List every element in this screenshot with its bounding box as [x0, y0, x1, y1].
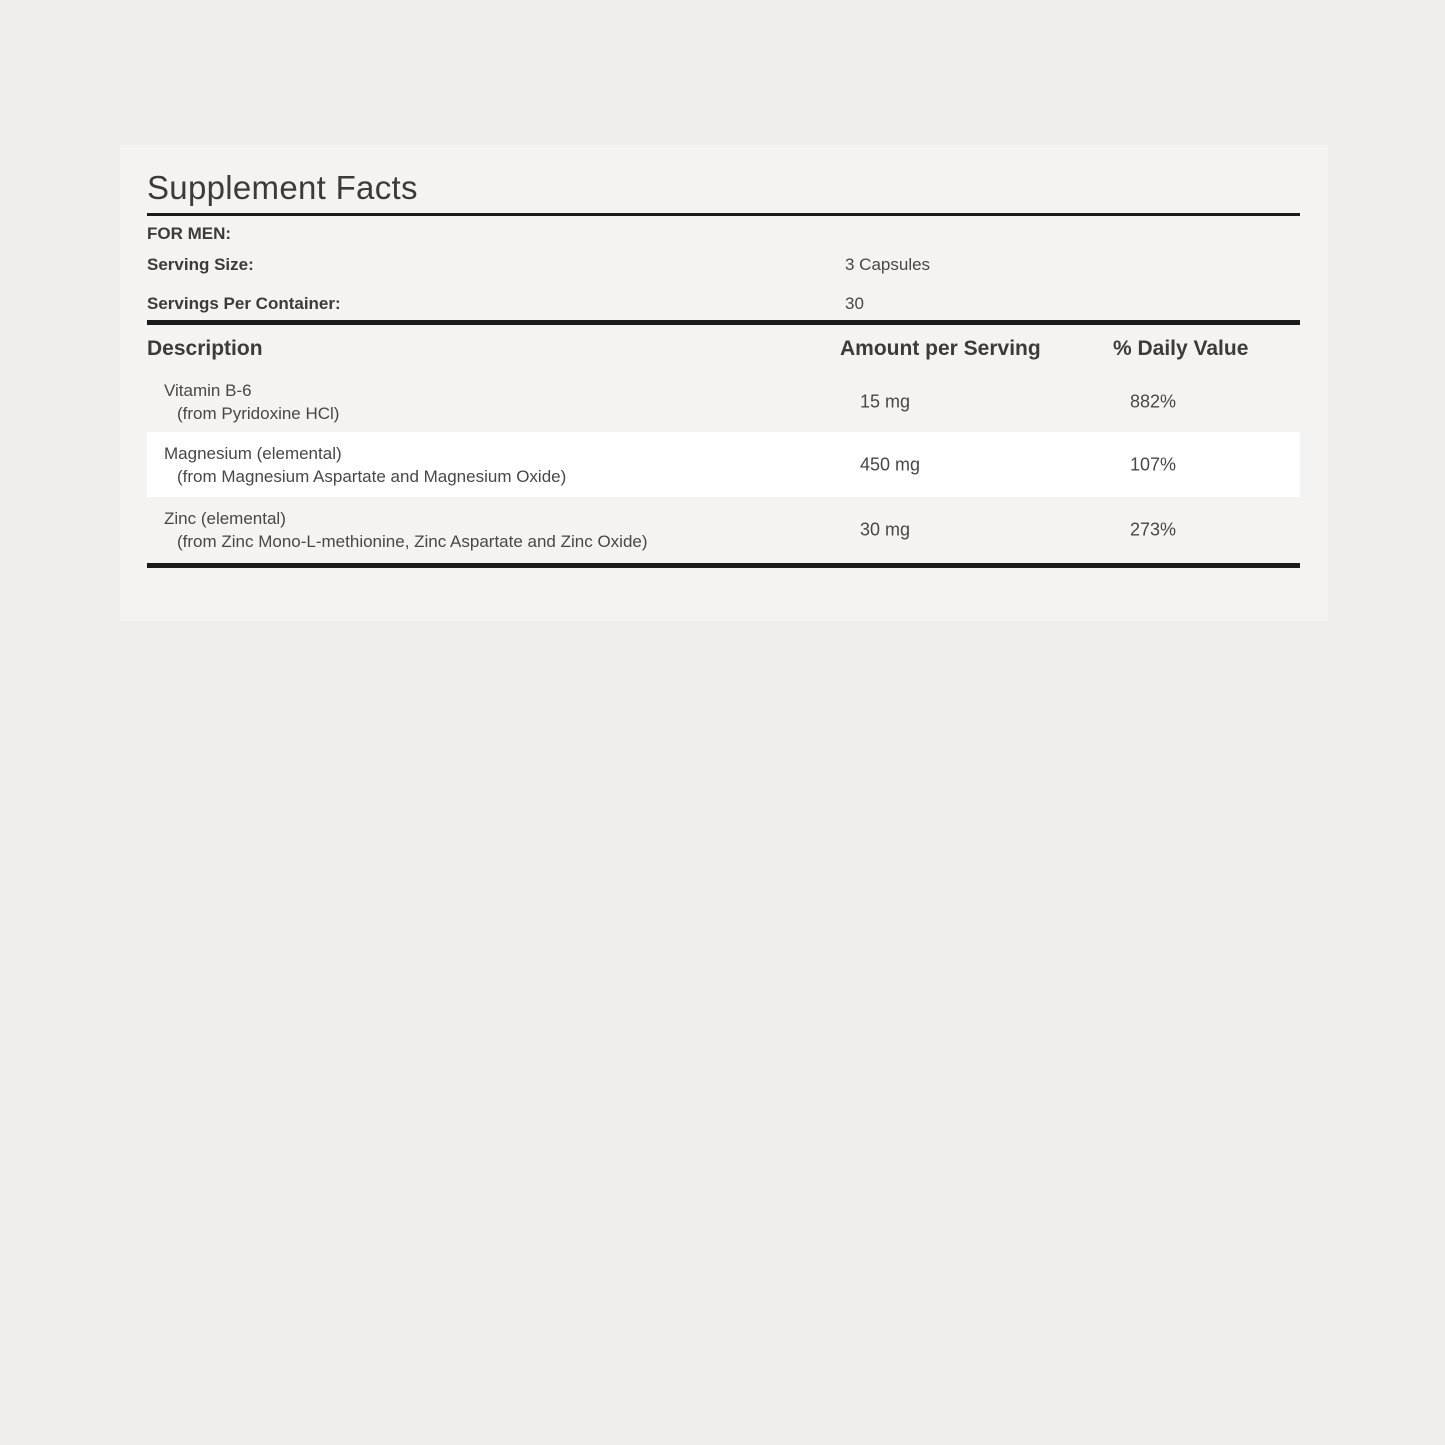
- daily-value: 882%: [1130, 391, 1177, 412]
- column-header-amount: Amount per Serving: [840, 337, 1041, 360]
- meta-divider: [147, 320, 1300, 325]
- table-bottom-divider: [147, 563, 1300, 568]
- column-header-description: Description: [147, 337, 263, 360]
- table-header-row: [147, 336, 1300, 362]
- servings-per-container-label: Servings Per Container:: [147, 294, 341, 313]
- table-row: [147, 432, 1300, 497]
- title-divider: [147, 213, 1300, 216]
- table-row: [147, 497, 1300, 563]
- column-header-daily-value: % Daily Value: [1113, 337, 1249, 360]
- servings-per-container-row: [147, 292, 1300, 316]
- amount-value: 15 mg: [860, 391, 911, 412]
- ingredient-source: (from Zinc Mono-L-methionine, Zinc Aspartate and Zinc Oxide): [177, 532, 648, 551]
- supplement-facts-content: [147, 169, 1300, 568]
- ingredient-rows: [147, 372, 1300, 563]
- serving-size-label: Serving Size:: [147, 255, 254, 274]
- ingredient-source: (from Pyridoxine HCl): [177, 404, 340, 423]
- table-row: [147, 372, 1300, 432]
- ingredient-name: Magnesium (elemental): [164, 443, 342, 463]
- servings-per-container-value: 30: [845, 294, 864, 313]
- supplement-facts-panel: [120, 145, 1328, 621]
- amount-value: 450 mg: [860, 454, 921, 474]
- daily-value: 273%: [1130, 519, 1177, 540]
- amount-value: 30 mg: [860, 519, 911, 540]
- description-cell: [147, 442, 566, 488]
- serving-size-row: [147, 253, 1300, 277]
- serving-size-value: 3 Capsules: [845, 255, 931, 274]
- panel-title: Supplement Facts: [147, 169, 418, 206]
- ingredient-source: (from Magnesium Aspartate and Magnesium Oxide): [177, 466, 567, 486]
- audience-row: [147, 222, 1300, 246]
- description-cell: [147, 507, 648, 553]
- description-cell: [147, 379, 339, 425]
- audience-label: FOR MEN:: [147, 224, 232, 243]
- daily-value: 107%: [1130, 454, 1177, 474]
- ingredient-name: Vitamin B-6: [164, 381, 252, 400]
- ingredient-name: Zinc (elemental): [164, 509, 286, 528]
